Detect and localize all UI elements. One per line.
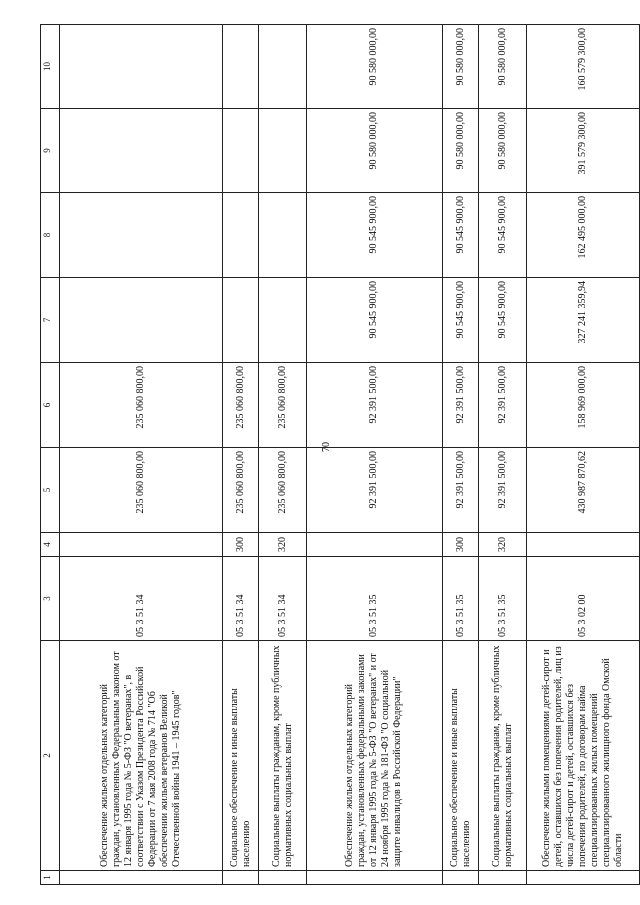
row-value-col8 [223,193,259,278]
row-value-col10: 160 579 300,00 [526,25,639,109]
column-number: 5 [41,448,60,533]
row-value-col6: 92 391 500,00 [307,363,443,448]
table-row [59,25,222,885]
row-value-col9 [259,109,307,193]
column-number-row [41,25,60,885]
row-value-col7: 90 545 900,00 [442,278,478,363]
row-value-col9 [223,109,259,193]
row-value-col5: 235 060 800,00 [259,448,307,533]
row-index-cell [307,871,443,885]
row-code: 05 3 51 34 [223,557,259,641]
row-value-col6: 235 060 800,00 [223,363,259,448]
column-number: 9 [41,109,60,193]
row-value-col7 [259,278,307,363]
row-value-col5: 92 391 500,00 [479,448,527,533]
row-index-cell [259,871,307,885]
table-row [442,25,478,885]
row-value-col10: 90 580 000,00 [442,25,478,109]
row-value-col5: 235 060 800,00 [59,448,222,533]
row-value-col8: 162 495 000,00 [526,193,639,278]
column-number: 2 [41,641,60,871]
row-value-col8 [59,193,222,278]
row-value-col9: 391 579 300,00 [526,109,639,193]
row-value-col8: 90 545 900,00 [307,193,443,278]
row-index-cell [223,871,259,885]
column-number: 4 [41,533,60,557]
row-value-col9: 90 580 000,00 [307,109,443,193]
row-description: Социальные выплаты гражданам, кроме публичных нормативных социальных выплат [479,641,527,871]
table-row [259,25,307,885]
row-value-col7 [223,278,259,363]
row-value-col8 [259,193,307,278]
row-value-col9 [59,109,222,193]
row-value-col8: 90 545 900,00 [442,193,478,278]
row-value-col7: 90 545 900,00 [479,278,527,363]
row-code: 05 3 02 00 [526,557,639,641]
row-code: 05 3 51 35 [442,557,478,641]
row-value-col10 [59,25,222,109]
page-number: 70 [321,442,332,452]
row-expense-type: 300 [223,533,259,557]
row-value-col5: 92 391 500,00 [307,448,443,533]
row-expense-type: 320 [479,533,527,557]
column-number: 8 [41,193,60,278]
row-value-col10 [223,25,259,109]
row-index-cell [526,871,639,885]
row-expense-type [59,533,222,557]
row-value-col7 [59,278,222,363]
row-code: 05 3 51 35 [479,557,527,641]
row-code: 05 3 51 34 [59,557,222,641]
row-description: Социальное обеспечение и иные выплаты населению [223,641,259,871]
row-expense-type [307,533,443,557]
row-description: Социальное обеспечение и иные выплаты населению [442,641,478,871]
row-value-col10: 90 580 000,00 [307,25,443,109]
row-code: 05 3 51 35 [307,557,443,641]
row-value-col6: 158 969 000,00 [526,363,639,448]
table-row [526,25,639,885]
row-value-col6: 235 060 800,00 [259,363,307,448]
row-value-col10 [259,25,307,109]
row-description: Обеспечение жилыми помещениями детей-сирот и детей, оставшихся без попечения родителей, лиц из числа детей-сирот и детей, оставшихся без попечения родителей, по договорам найма специализированных жилых помещений специализированного жилищного фонда Омской области [526,641,639,871]
column-number: 10 [41,25,60,109]
row-description: Обеспечение жильем отдельных категорий граждан, установленных Федеральным законом от 12 января 1995 года № 5-ФЗ "О ветеранах", в соответствии с Указом Президента Российской Федерации от 7 мая 2008 года № 714 "Об обеспечении жильем ветеранов Великой Отечественной войны 1941 – 1945 годов" [59,641,222,871]
rotated-table-container [40,25,640,885]
row-index-cell [59,871,222,885]
table-row [479,25,527,885]
row-expense-type: 320 [259,533,307,557]
row-expense-type [526,533,639,557]
row-value-col6: 92 391 500,00 [442,363,478,448]
row-value-col7: 327 241 359,94 [526,278,639,363]
row-value-col6: 92 391 500,00 [479,363,527,448]
column-number: 1 [41,871,60,885]
row-value-col9: 90 580 000,00 [479,109,527,193]
row-description: Обеспечение жильем отдельных категорий граждан, установленных федеральными законами от 12 января 1995 года № 5-ФЗ "О ветеранах" и от 24 ноября 1995 года № 181-ФЗ "О социальной защите инвалидов в Российской Федерации" [307,641,443,871]
row-value-col5: 92 391 500,00 [442,448,478,533]
table-row [307,25,443,885]
row-description: Социальные выплаты гражданам, кроме публичных нормативных социальных выплат [259,641,307,871]
row-expense-type: 300 [442,533,478,557]
row-code: 05 3 51 34 [259,557,307,641]
row-value-col7: 90 545 900,00 [307,278,443,363]
row-value-col5: 430 987 870,62 [526,448,639,533]
column-number: 3 [41,557,60,641]
row-value-col8: 90 545 900,00 [479,193,527,278]
row-index-cell [479,871,527,885]
column-number: 6 [41,363,60,448]
row-value-col10: 90 580 000,00 [479,25,527,109]
column-number: 7 [41,278,60,363]
row-value-col9: 90 580 000,00 [442,109,478,193]
row-value-col5: 235 060 800,00 [223,448,259,533]
budget-table [40,24,640,885]
row-index-cell [442,871,478,885]
table-row [223,25,259,885]
row-value-col6: 235 060 800,00 [59,363,222,448]
